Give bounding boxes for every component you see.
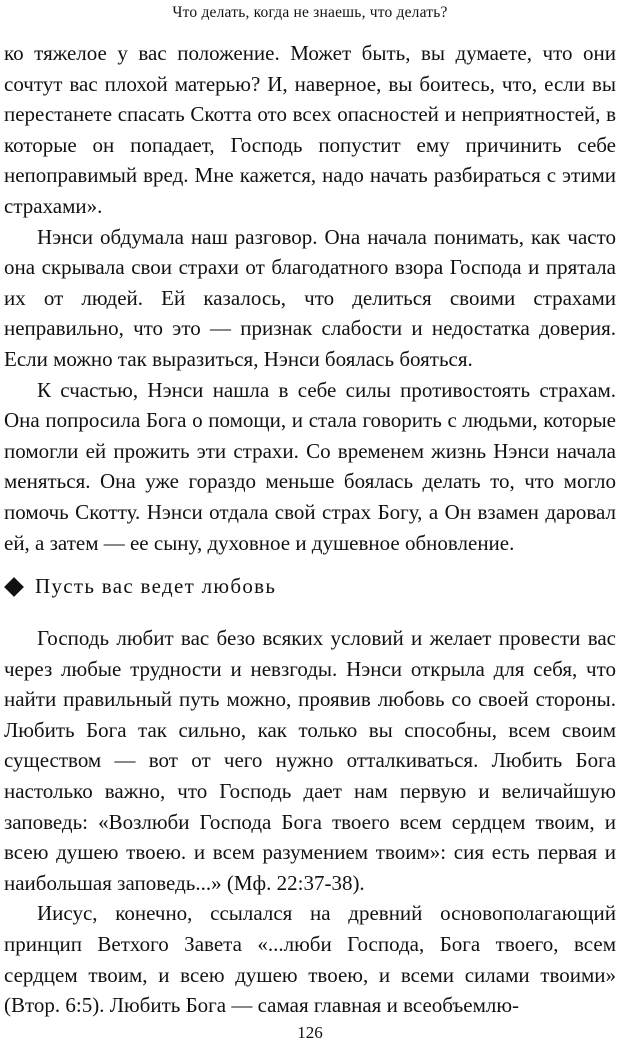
running-head: Что делать, когда не знаешь, что делать?	[172, 4, 448, 21]
page-number: 126	[297, 1023, 323, 1042]
body-text-bottom	[4, 623, 616, 1021]
paragraph: Господь любит вас безо всяких условий и желает провести вас через любые трудности и невзгоды. Нэнси открыла для себя, что найти правильный путь можно, проявив любовь со своей стороны. Любить Бога так сильно, как только вы способны, всем своим существом — вот от чего нужно отталкиваться. Любить Бога настолько важно, что Господь дает нам первую и величайшую заповедь: «Возлюби Господа Бога твоего всем сердцем твоим, и всею душею твоею. и всем разумением твоим»: сия есть первая и наибольшая заповедь...» (Мф. 22:37-38).	[4, 626, 616, 895]
body-text-top	[4, 38, 616, 558]
section-heading	[4, 574, 616, 599]
paragraph: Иисус, конечно, ссылался на древний основополагающий принцип Ветхого Завета «...люби Господа, Бога твоего, всем сердцем твоим, и всею душею твоею, и всеми силами твоими» (Втор. 6:5). Любить Бога — самая главная и всеобъемлю-	[4, 901, 616, 1018]
paragraph: К счастью, Нэнси нашла в себе силы противостоять страхам. Она попросила Бога о помощи, и стала говорить с людьми, которые помогли ей прожить эти страхи. Со временем жизнь Нэнси начала меняться. Она уже гораздо меньше боялась делать то, что могло помочь Скотту. Нэнси отдала свой страх Богу, а Он взамен даровал ей, а затем — ее сыну, духовное и душевное обновление.	[4, 377, 616, 555]
paragraph-continued: ко тяжелое у вас положение. Может быть, вы думаете, что они сочтут вас плохой матерью? И, наверное, вы боитесь, что, если вы перестанете спасать Скотта ото всех опасностей и неприятностей, в которые он попадает, Господь попустит ему причинить себе непоправимый вред. Мне кажется, надо начать разбираться с этими страхами».	[4, 41, 616, 218]
paragraph: Нэнси обдумала наш разговор. Она начала понимать, как часто она скрывала свои страхи от благодатного взора Господа и прятала их от людей. Ей казалось, что делиться своими страхами неправильно, что это — признак слабости и недостатка доверия. Если можно так выразиться, Нэнси боялась бояться.	[4, 224, 616, 371]
section-heading-text: Пусть вас ведет любовь	[35, 574, 277, 598]
diamond-bullet-icon	[4, 577, 24, 597]
